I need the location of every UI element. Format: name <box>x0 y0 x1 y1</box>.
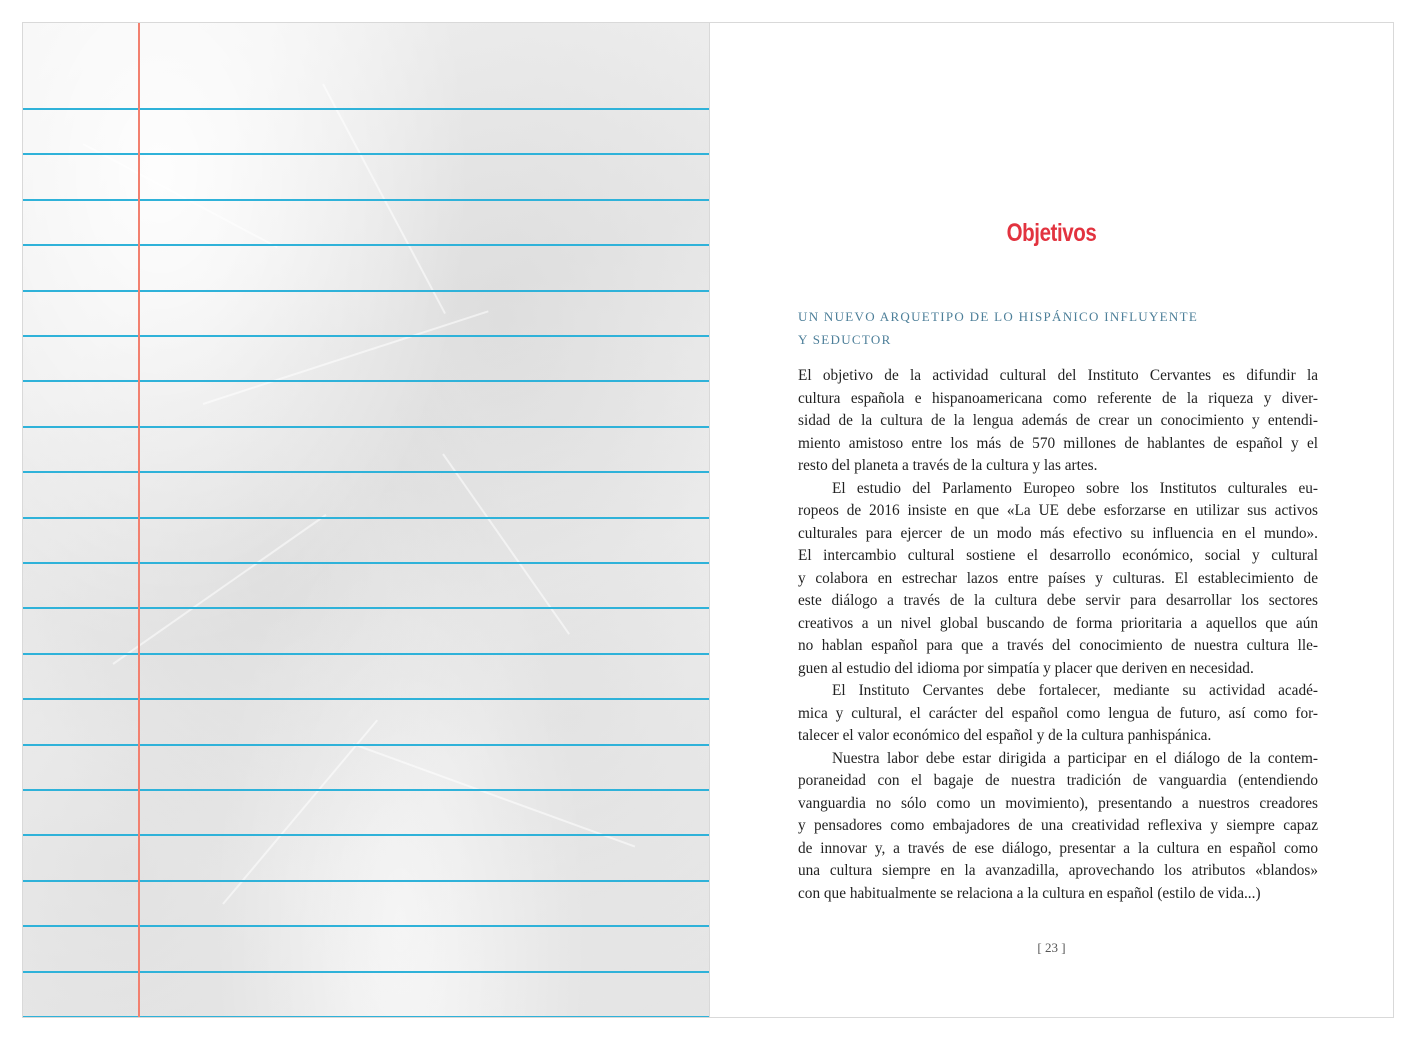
ruled-line <box>23 290 709 292</box>
ruled-line <box>23 153 709 155</box>
ruled-line <box>23 380 709 382</box>
text-line: talecer el valor económico del español y de la cultura panhispánica. <box>798 727 1212 744</box>
ruled-line <box>23 335 709 337</box>
paper-crease <box>83 143 278 248</box>
text-line: miento amistoso entre los más de 570 millones de hablantes de español y el <box>798 434 1318 452</box>
ruled-line <box>23 744 709 746</box>
subtitle-line: UN NUEVO ARQUETIPO DE LO HISPÁNICO INFLUYENTE <box>798 309 1199 324</box>
margin-line <box>138 23 140 1017</box>
text-line: resto del planeta a través de la cultura y las artes. <box>798 457 1098 474</box>
paper-crease <box>112 514 326 665</box>
ruled-line <box>23 653 709 655</box>
text-line: una cultura siempre en la avanzadilla, aprovechando los atributos «blandos» <box>798 862 1318 879</box>
text-line: El intercambio cultural sostiene el desarrollo económico, social y cultural <box>798 547 1318 564</box>
paper-crease <box>353 743 636 847</box>
text-line: y pensadores como embajadores de una creatividad reflexiva y siempre capaz <box>798 817 1318 834</box>
body-paragraph <box>798 365 1318 478</box>
body-paragraph <box>798 748 1318 906</box>
page-title: Objetivos <box>1006 219 1097 247</box>
ruled-line <box>23 925 709 927</box>
ruled-line <box>23 971 709 973</box>
text-line: El objetivo de la actividad cultural del Instituto Cervantes es difundir la <box>798 367 1318 384</box>
page-number: [ 23 ] <box>1037 940 1066 955</box>
paper-crease <box>222 720 378 905</box>
lined-paper-illustration <box>23 23 710 1017</box>
text-line: cultura española e hispanoamericana como referente de la riqueza y diver- <box>798 389 1318 407</box>
text-line: guen al estudio del idioma por simpatía y placer que deriven en necesidad. <box>798 659 1254 677</box>
paper-crease <box>203 310 489 405</box>
ruled-line <box>23 244 709 246</box>
text-line: y colabora en estrechar lazos entre países y culturas. El establecimiento de <box>798 569 1318 587</box>
book-spread <box>22 22 1394 1018</box>
section-subtitle <box>798 305 1258 351</box>
text-line: creativos a un nivel global buscando de forma prioritaria a aquellos que aún <box>798 614 1318 632</box>
body-text <box>798 365 1318 905</box>
ruled-line <box>23 562 709 564</box>
text-line: mica y cultural, el carácter del español como lengua de futuro, así como for- <box>798 704 1318 722</box>
ruled-line <box>23 698 709 700</box>
ruled-line <box>23 834 709 836</box>
ruled-line <box>23 789 709 791</box>
text-line: El Instituto Cervantes debe fortalecer, mediante su actividad acadé- <box>832 682 1318 699</box>
text-line: sidad de la cultura de la lengua además de crear un conocimiento y entendi- <box>798 412 1318 429</box>
text-line: Nuestra labor debe estar dirigida a participar en el diálogo de la contem- <box>832 749 1318 767</box>
text-line: culturales para ejercer de un modo más efectivo su influencia en el mundo». <box>798 524 1318 542</box>
ruled-line <box>23 607 709 609</box>
text-line: ropeos de 2016 insiste en que «La UE debe esforzarse en utilizar sus activos <box>798 502 1318 519</box>
ruled-line <box>23 471 709 473</box>
ruled-line <box>23 199 709 201</box>
text-line: poraneidad con el bagaje de nuestra tradición de vanguardia (entendiendo <box>798 772 1318 789</box>
ruled-line <box>23 517 709 519</box>
text-line: El estudio del Parlamento Europeo sobre los Institutos culturales eu- <box>832 479 1318 497</box>
text-line: de innovar y, a través de ese diálogo, presentar a la cultura en español como <box>798 839 1318 857</box>
ruled-line <box>23 108 709 110</box>
subtitle-line: Y SEDUCTOR <box>798 332 892 347</box>
text-line: no hablan español para que a través del conocimiento de nuestra cultura lle- <box>798 637 1318 654</box>
text-line: con que habitualmente se relaciona a la cultura en español (estilo de vida...) <box>798 884 1261 902</box>
body-paragraph <box>798 478 1318 681</box>
body-paragraph <box>798 680 1318 748</box>
ruled-line <box>23 880 709 882</box>
text-page <box>710 23 1393 1017</box>
text-line: vanguardia no sólo como un movimiento), presentando a nuestros creadores <box>798 794 1318 812</box>
text-line: este diálogo a través de la cultura debe servir para desarrollar los sectores <box>798 592 1318 609</box>
ruled-line <box>23 426 709 428</box>
ruled-line <box>23 1016 709 1017</box>
